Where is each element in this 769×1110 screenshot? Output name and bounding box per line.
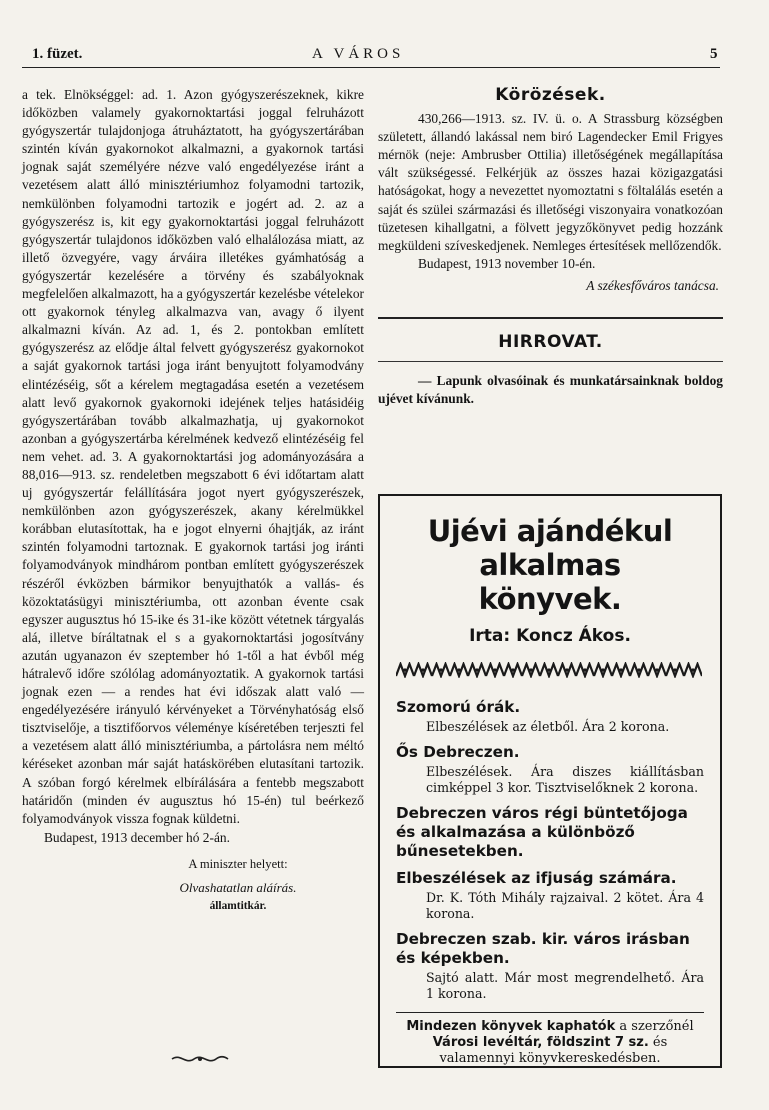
book-entry — [380, 930, 720, 1002]
book-advertisement — [378, 494, 722, 1068]
wanted-signature: A székesfőváros tanácsa. — [586, 277, 719, 293]
book-entry — [380, 804, 720, 861]
signer-label: A miniszter helyett: — [188, 856, 288, 871]
ad-footer — [380, 1013, 720, 1073]
left-column — [22, 86, 364, 915]
wanted-notice: 430,266—1913. sz. IV. ü. o. A Strassburg községben született, állandó lakással nem biró Lagendecker Emil Frigyes mérnök (neje: Ambrusber Ottilia) illetőségének megállapítása vált szükségessé. Felkérjük az összes hazai közigazgatási hatóságokat, hogy a nevezettet nyomoztatni s föltalálás esetén a saját és szülei származási és illetőségi viszonyaira vonatkozóan tüzetesen kihallgatni, a fölvett jegyzőkönyvet pedig hozzánk megküldeni szíveskedjenek. Nemleges értesítések mellőzendők. — [378, 111, 723, 253]
ad-title-line-1: Ujévi ajándékul alkalmas — [427, 514, 673, 582]
section-ornament-icon — [170, 1052, 230, 1066]
wanted-date: Budapest, 1913 november 10-én. — [418, 255, 596, 271]
ad-footer-bold-2: Városi levéltár, földszint 7 sz. — [432, 1035, 649, 1050]
news-divider — [378, 361, 723, 362]
signer-title: államtitkár. — [209, 900, 267, 913]
ad-footer-bold-1: Mindezen könyvek kaphatók — [406, 1019, 616, 1034]
book-title: Debreczen város régi büntetőjoga és alkalmazása a különböző bűnesetekben. — [396, 804, 688, 860]
page-header — [22, 44, 722, 66]
book-description: Elbeszélések. Ára diszes kiállításban cimképpel 3 kor. Tisztviselőknek 2 korona. — [426, 764, 704, 795]
right-column — [378, 86, 723, 408]
ad-footer-text-2: és valamennyi könyvkereskedésben. — [439, 1035, 668, 1066]
ad-footer-text-1: a szerzőnél — [619, 1019, 694, 1034]
book-entry — [380, 698, 720, 735]
book-title: Szomorú órák. — [396, 698, 521, 716]
signature: Olvashatatlan aláírás. — [179, 880, 297, 896]
header-rule — [22, 67, 720, 68]
book-entry — [380, 743, 720, 796]
issue-label: 1. füzet. — [32, 46, 83, 62]
ad-author: Irta: Koncz Ákos. — [469, 626, 631, 646]
page-number: 5 — [710, 46, 718, 62]
book-title: Ős Debreczen. — [396, 743, 520, 761]
book-title: Elbeszélések az ifjuság számára. — [396, 869, 677, 887]
wanted-heading: Körözések. — [495, 85, 606, 105]
book-description: Elbeszélések az életből. Ára 2 korona. — [426, 719, 670, 734]
section-divider — [378, 317, 723, 319]
book-description: Sajtó alatt. Már most megrendelhető. Ára 1 korona. — [426, 970, 704, 1001]
book-description: Dr. K. Tóth Mihály rajzaival. 2 kötet. Ára 4 korona. — [426, 890, 704, 921]
publication-title: A VÁROS — [312, 46, 405, 62]
book-entry — [380, 869, 720, 922]
decorative-border-icon — [396, 662, 702, 678]
news-heading: HIRROVAT. — [498, 332, 603, 353]
decree-text: a tek. Elnökséggel: ad. 1. Azon gyógyszerészeknek, kikre időközben valamely gyakornoktartási joggal felruházott gyógyszertár tulajdonjoga átruháztatott, ha gyógyszertárában szintén kíván gyakornokot alkalmazni, a gyakornok tartási jognak saját személyére nézve való engedélyezése iránt a vezetésem alatt álló minisztériumhoz folyamodni tartozik, nemkülönben folyamodni tartozik e jogért ad. 2. az a gyógyszerész is, kit egy gyakornoktartási joggal felruházott gyógyszertár tulajdonos időközben való elhalálozása miatt, az illető özvegyére, vagy árváira illetékes gyámhatóság a gyógyszertár kezelésére a törvény és szabályoknak megfelelően alkalmazott, ha a gyógyszertár kezelésbe vételekor ott gyakornok tényleg alkalmazva van, avagy ő ilyent alkalmazni kíván. Az ad. 1, és 2. pontokban említett gyógyszerész az elődje által felvett gyógyszerész gyakornokot a saját gyakornok tartási joga iránt benyujtott folyamodvány elintézéséig, sőt a kérelem megtagadása esetén a vezetésem alatt levő gyakornok gyakornoki idejének teljes hatásidéig gyógyszertárában tovább alkalmazhatja, uj gyakornokot azonban a gyógyszertárba kérelmének kedvező elintézéséig fel nem vehet. ad. 3. A gyakornoktartási jog adományozására a 88,016—913. sz. rendeletben megszabott 6 évi időtartam alatt uj gyógyszertár felállítására jogot nyert gyógyszerészek, nemkülönben azon gyógyszerészek, akany kérelmükkel korábban elutasítottak, ha e jogot elnyerni óhajtják, az iránt szintén folyamodni tartoznak. E gyakornok tartási jog iránti folyamodványok mindhárom pontban említett gyógyszerészek részéről évközben bármikor benyujthatók a vallás- és közoktatásügyi minisztériumba, ott azonban évente csak egyszer augusztus hó 15-ike és 31-ike között vétetnek tárgyalás alá, illetve bíráltatnak el s a gyakornoktartási jogosítvány azután ugyanazon év szeptember hó 1-től a hat évből még hátralevő időre szólólag adományoztatik. A gyakornok tartási jognak ezen — a rendes hat évi időszak alatt való — engedélyezésére irányuló kérvényeket a Törvényhatóság első tisztviselője, a tisztifőorvos véleménye kíséretében terjeszti fel a vezetésem alatt álló minisztériumba, a pártolásra nem méltó kéréseket azonban már saját hatáskörében elutasítani tartozik. A szóban forgó kérelmek elbírálására a fentebb megszabott határidőn (minden év augusztus hó 15-én) tul beérkező folyamodványok vissza fognak küldetni. — [22, 87, 364, 826]
ad-title-line-2: könyvek. — [478, 582, 622, 616]
ad-title — [380, 514, 720, 616]
book-title: Debreczen szab. kir. város irásban és képekben. — [396, 930, 690, 967]
decree-date: Budapest, 1913 december hó 2-án. — [44, 829, 230, 845]
news-item: — Lapunk olvasóinak és munkatársainknak boldog ujévet kívánunk. — [378, 373, 723, 407]
